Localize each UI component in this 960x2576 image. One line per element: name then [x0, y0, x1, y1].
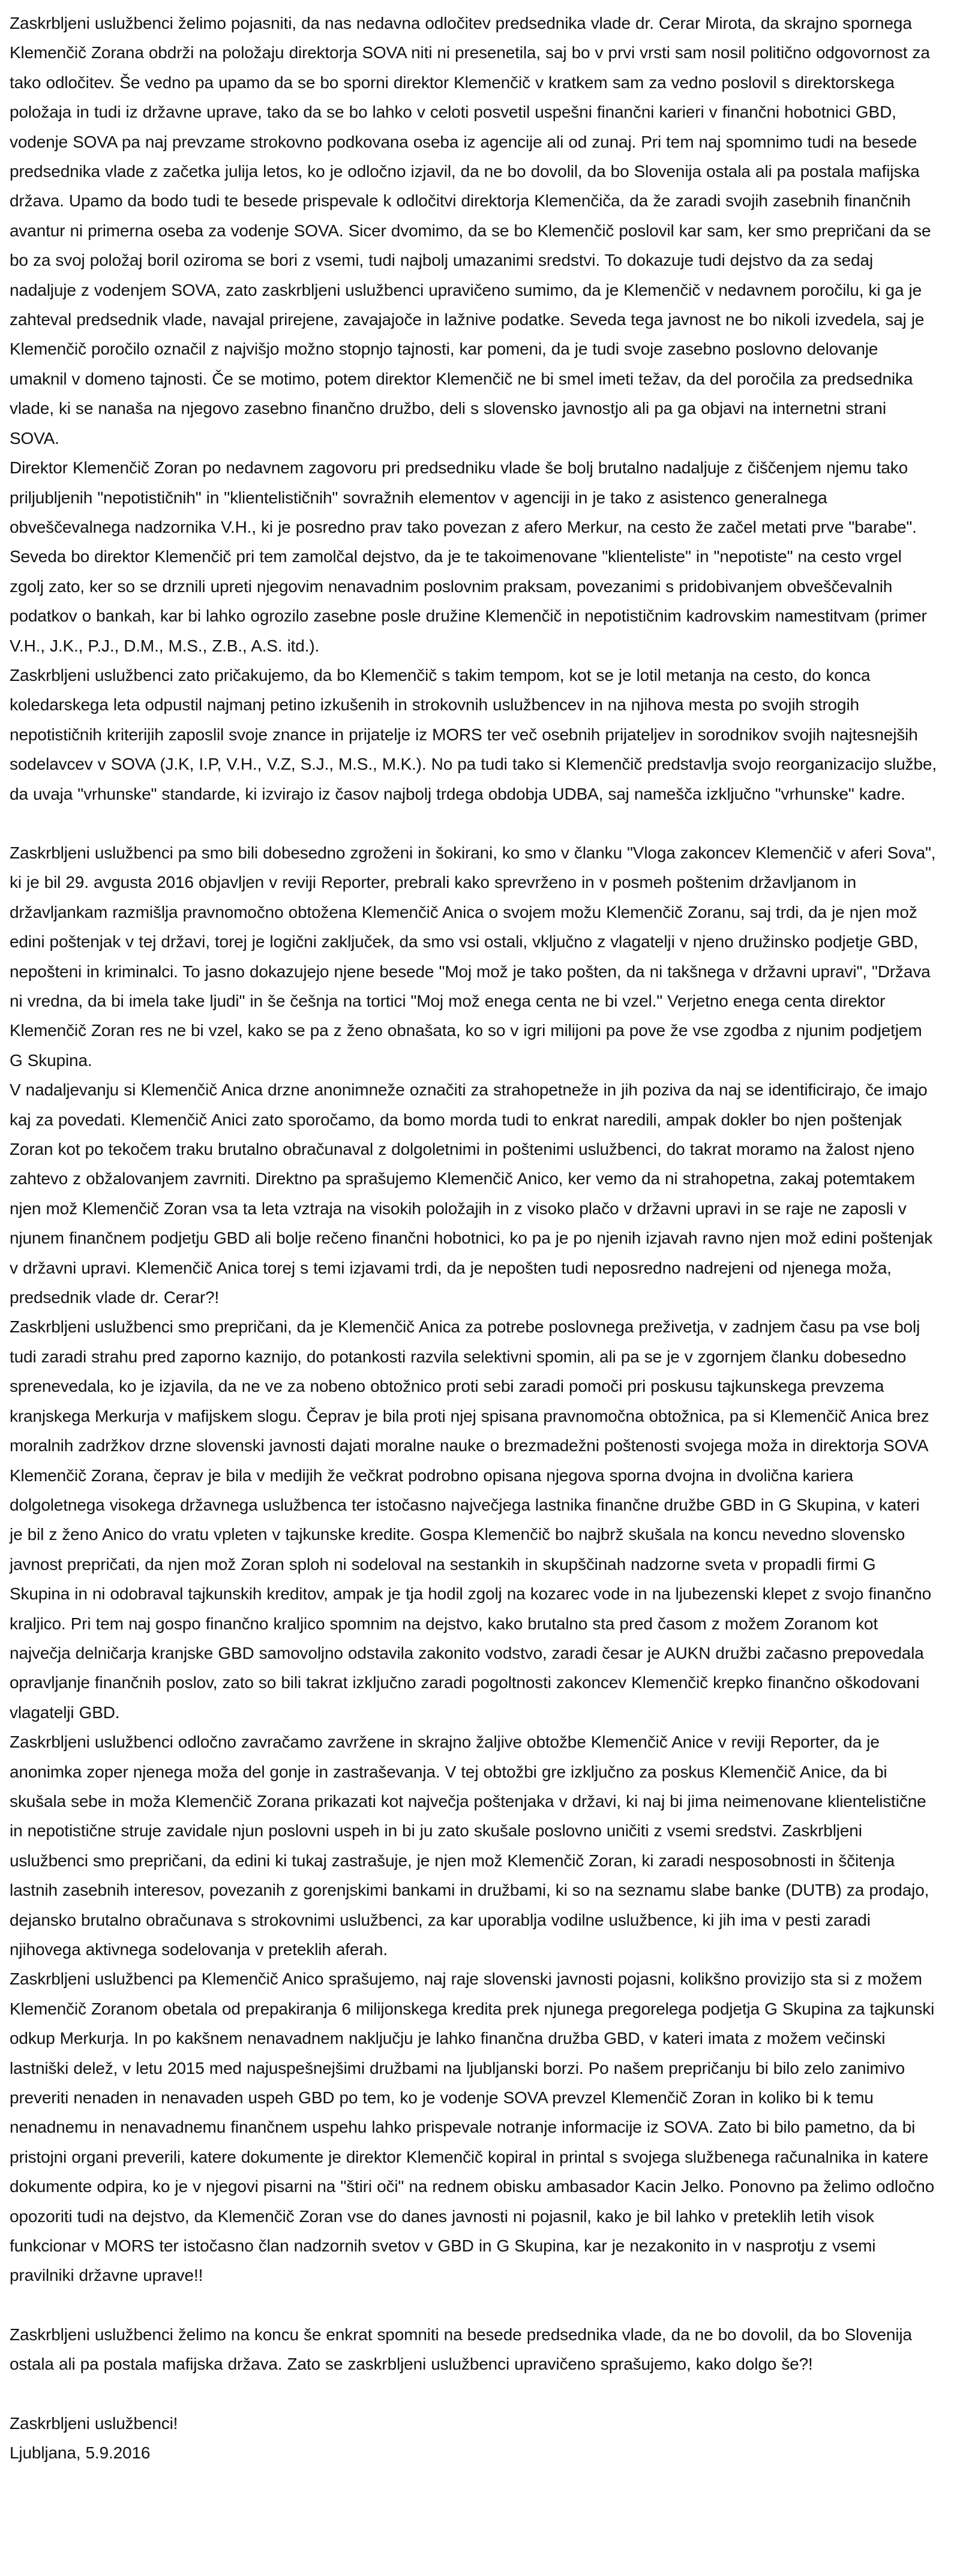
paragraph-intimidation: Zaskrbljeni uslužbenci odločno zavračamo zavržene in skrajno žaljive obtožbe Klemenčič Anice v reviji Reporter, da je anonimka zoper njenega moža del gonje in zastraševanja. V tej obtožbi gre izključno za poskus Klemenčič Anice, da bi skušala sebe in moža Klemenčič Zorana prikazati kot največja poštenjaka v državi, ki naj bi jima neimenovane klientelistične in nepotistične struje zavidale njun poslovni uspeh in bi ju zato skušale poslovno uničiti z vsemi sredstvi. Zaskrbljeni uslužbenci smo prepričani, da edini ki tukaj zastrašuje, je njen mož Klemenčič Zoran, ki zaradi nesposobnosti in ščitenja lastnih zasebnih interesov, povezanih z gorenjskimi bankami in družbami, ki so na seznamu slabe banke (DUTB) za prodajo, dejansko brutalno obračunava s strokovnimi uslužbenci, za kar uporablja vodilne uslužbence, ki jih ima v pesti zaradi njihovega aktivnega sodelovanja v preteklih aferah.: [10, 1733, 929, 1959]
paragraph-commission-question: Zaskrbljeni uslužbenci pa Klemenčič Anico sprašujemo, naj raje slovenski javnosti pojasni, kolikšno provizijo sta si z možem Klemenčič Zoranom obetala od prepakiranja 6 milijonskega kredita prek njunega pregorelega podjetja G Skupina za tajkunski odkup Merkurja. In po kakšnem nenavadnem naključju je lahko finančna družba GBD, v kateri imata z možem večinski lastniški delež, v letu 2015 med najuspešnejšimi družbami na ljubljanski borzi. Po našem prepričanju bi bilo zelo zanimivo preveriti nenaden in nenavaden uspeh GBD po tem, ko je vodenje SOVA prevzel Klemenčič Zoran in koliko bi k temu nenadnemu in nenavadnemu finančnem uspehu lahko prispevale notranje informacije iz SOVA. Zato bi bilo pametno, da bi pristojni organi preverili, katere dokumente je direktor Klemenčič kopiral in printal s svojega službenega računalnika in katere dokumente odpira, ko je v njegovi pisarni na "štiri oči" na rednem obisku ambasador Kacin Jelko. Ponovno pa želimo odločno opozoriti tudi na dejstvo, da Klemenčič Zoran vse do danes javnosti ni pojasnil, kako je bil lahko v preteklih letih visok funkcionar v MORS ter istočasno član nadzornih svetov v GBD in G Skupina, kar je nezakonito in v nasprotju z vsemi pravilniki državne uprave!!: [10, 1969, 935, 2285]
paragraph-expectations: Zaskrbljeni uslužbenci zato pričakujemo, da bo Klemenčič s takim tempom, kot se je lotil metanja na cesto, do konca koledarskega leta odpustil najmanj petino izkušenih in strokovnih uslužbencev in na njihova mesta po svojih strogih nepotističnih kriterijih zaposlil svoje znance in prijatelje iz MORS ter več osebnih prijateljev in sorodnikov svojih najtesnejših sodelavcev v SOVA (J.K, I.P, V.H., V.Z, S.J., M.S., M.K.). No pa tudi tako si Klemenčič predstavlja svojo reorganizacijo službe, da uvaja "vrhunske" standarde, ki izvirajo iz časov najbolj trdega obdobja UDBA, saj namešča izključno "vrhunske" kadre.: [10, 665, 937, 803]
blank-line: [10, 809, 937, 838]
paragraph-reporter-article: Zaskrbljeni uslužbenci pa smo bili dobesedno zgroženi in šokirani, ko smo v članku "Vloga zakoncev Klemenčič v aferi Sova", ki je bil 29. avgusta 2016 objavljen v reviji Reporter, prebrali kako sprevrženo in v posmeh poštenim državljanom in državljankam razmišlja pravnomočno obtožena Klemenčič Anica o svojem možu Klemenčič Zoranu, saj trdi, da je njen mož edini poštenjak v tej državi, torej je logični zaključek, da smo vsi ostali, vključno z vlagatelji v njeno družinsko podjetje GBD, nepošteni in kriminalci. To jasno dokazujejo njene besede "Moj mož je tako pošten, da ni takšnega v državni upravi", "Država ni vredna, da bi imela take ljudi" in še češnja na tortici "Moj mož enega centa ne bi vzel." Verjetno enega centa direktor Klemenčič Zoran res ne bi vzel, kako se pa z ženo obnašata, ko so v igri milijoni pa pove že vse zgodba z njunim podjetjem G Skupina.: [10, 843, 936, 1070]
document-body: [10, 8, 937, 2468]
paragraph-anonymous-reply: V nadaljevanju si Klemenčič Anica drzne anonimneže označiti za strahopetneže in jih poziva da naj se identificirajo, če imajo kaj za povedati. Klemenčič Anici zato sporočamo, da bomo morda tudi to enkrat naredili, ampak dokler bo njen poštenjak Zoran kot po tekočem traku brutalno obračunaval z dolgoletnimi in poštenimi uslužbenci, do takrat moramo na žalost njeno zahtevo z obžalovanjem zavrniti. Direktno pa sprašujemo Klemenčič Anico, ker vemo da ni strahopetna, zakaj potemtakem njen mož Klemenčič Zoran vsa ta leta vztraja na visokih položajih in z visoko plačo v državni upravi in se raje ne zaposli v njunem finančnem podjetju GBD ali bolje rečeno finančni hobotnici, ko pa je po njenih izjavah ravno njen mož edini poštenjak v državni upravi. Klemenčič Anica torej s temi izjavami trdi, da je nepošten tudi neposredno nadrejeni od njenega moža, predsednik vlade dr. Cerar?!: [10, 1080, 933, 1307]
blank-line: [10, 2290, 937, 2320]
paragraph-director-purge: Direktor Klemenčič Zoran po nedavnem zagovoru pri predsedniku vlade še bolj brutalno nadaljuje z čiščenjem njemu tako priljubljenih "nepotističnih" in "klientelističnih" sovražnih elementov v agenciji in je tako z asistenco generalnega obveščevalnega nadzornika V.H., ki je posredno prav tako povezan z afero Merkur, na cesto že začel metati prve "barabe". Seveda bo direktor Klemenčič pri tem zamolčal dejstvo, da je te takoimenovane "klienteliste" in "nepotiste" na cesto vrgel zgolj zato, ker so se drznili upreti njegovim nenavadnim poslovnim praksam, povezanimi s pridobivanjem obveščevalnih podatkov o bankah, kar bi lahko ogrozilo zasebne posle družine Klemenčič in nepotističnim kadrovskim namestitvam (primer V.H., J.K., P.J., D.M., M.S., Z.B., A.S. itd.).: [10, 458, 927, 655]
paragraph-intro: Zaskrbljeni uslužbenci želimo pojasniti, da nas nedavna odločitev predsednika vlade dr. Cerar Mirota, da skrajno spornega Klemenčič Zorana obdrži na položaju direktorja SOVA niti ni presenetila, saj bo v prvi vrsti sam nosil politično odgovornost za tako odločitev. Še vedno pa upamo da se bo sporni direktor Klemenčič v kratkem sam za vedno poslovil s direktorskega položaja in tudi iz državne uprave, tako da se bo lahko v celoti posvetil uspešni finančni karieri v finančni hobotnici GBD, vodenje SOVA pa naj prevzame strokovno podkovana oseba iz agencije ali od zunaj. Pri tem naj spomnimo tudi na besede predsednika vlade z začetka julija letos, ko je odločno izjavil, da ne bo dovolil, da bo Slovenija ostala ali pa postala mafijska država. Upamo da bodo tudi te besede prispevale k odločitvi direktorja Klemenčiča, da že zaradi svojih zasebnih finančnih avantur ni primerna oseba za vodenje SOVA. Sicer dvomimo, da se bo Klemenčič poslovil kar sam, ker smo prepričani da se bo za svoj položaj boril oziroma se bori z vsemi, tudi najbolj umazanimi sredstvi. To dokazuje tudi dejstvo da za sedaj nadaljuje z vodenjem SOVA, zato zaskrbljeni uslužbenci upravičeno sumimo, da je Klemenčič v nedavnem poročilu, ki ga je zahteval predsednik vlade, navajal prirejene, zavajajoče in lažnive podatke. Seveda tega javnost ne bo nikoli izvedela, saj je Klemenčič poročilo označil z najvišjo možno stopnjo tajnosti, kar pomeni, da je tudi svoje zasebno poslovno delovanje umaknil v domeno tajnosti. Če se motimo, potem direktor Klemenčič ne bi smel imeti težav, da del poročila za predsednika vlade, ki se nanaša na njegovo zasebno finančno družbo, deli s slovensko javnostjo ali pa ga objavi na internetni strani SOVA.: [10, 14, 931, 448]
paragraph-closing: Zaskrbljeni uslužbenci želimo na koncu še enkrat spomniti na besede predsednika vlade, da ne bo dovolil, da bo Slovenija ostala ali pa postala mafijska država. Zato se zaskrbljeni uslužbenci upravičeno sprašujemo, kako dolgo še?!: [10, 2325, 912, 2374]
blank-line: [10, 2379, 937, 2409]
signature: Zaskrbljeni uslužbenci!: [10, 2413, 178, 2433]
paragraph-selective-memory: Zaskrbljeni uslužbenci smo prepričani, da je Klemenčič Anica za potrebe poslovnega preživetja, v zadnjem času pa vse bolj tudi zaradi strahu pred zaporno kaznijo, do potankosti razvila selektivni spomin, ali pa se je v zgornjem članku dobesedno sprenevedala, ko je izjavila, da ne ve za nobeno obtožnico proti sebi zaradi pomoči pri poskusu tajkunskega prevzema kranjskega Merkurja v mafijskem slogu. Čeprav je bila proti njej spisana pravnomočna obtožnica, pa si Klemenčič Anica brez moralnih zadržkov drzne slovenski javnosti dajati moralne nauke o brezmadežni poštenosti svojega moža in direktorja SOVA Klemenčič Zorana, čeprav je bila v medijih že večkrat podrobno opisana njegova sporna dvojna in dvolična kariera dolgoletnega visokega državnega uslužbenca ter istočasno največjega lastnika finančne družbe GBD in G Skupina, v kateri je bil z ženo Anico do vratu vpleten v tajkunske kredite. Gospa Klemenčič bo najbrž skušala na koncu nevedno slovensko javnost prepričati, da njen mož Zoran sploh ni sodeloval na sestankih in skupščinah nadzorne sveta v propadli firmi G Skupina in ni odobraval tajkunskih kreditov, ampak je tja hodil zgolj na kozarec vode in na ljubezenski klepet z svojo finančno kraljico. Pri tem naj gospo finančno kraljico spomnim na dejstvo, kako brutalno sta pred časom z možem Zoranom kot največja delničarja kranjske GBD samovoljno odstavila zakonito vodstvo, zaradi česar je AUKN družbi začasno prepovedala opravljanje finančnih poslov, zato so bili takrat izključno zaradi pogoltnosti zakoncev Klemenčič krepko finančno oškodovani vlagatelji GBD.: [10, 1317, 931, 1722]
place-date: Ljubljana, 5.9.2016: [10, 2443, 151, 2463]
